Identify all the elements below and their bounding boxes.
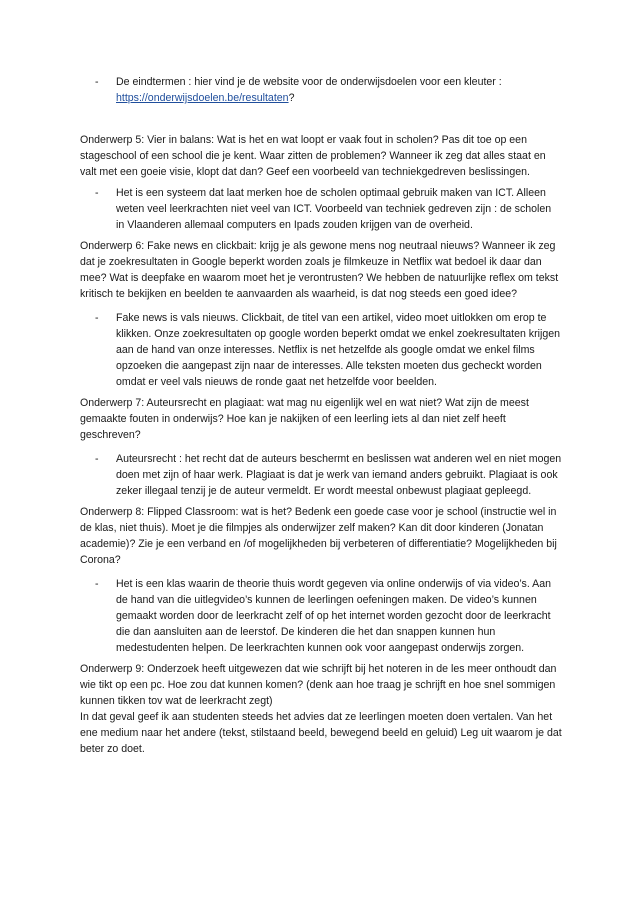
list-item-answer-5 <box>80 185 562 233</box>
paragraph-onderwerp-9-continued: In dat geval geef ik aan studenten steeds het advies dat ze leerlingen moeten doen vertalen. Van het ene medium naar het andere (tekst, stilstaand beeld, bewegend beeld en geluid) Leg uit waarom je dat beter zo doet. <box>80 711 562 755</box>
list-item-answer-8 <box>80 576 562 656</box>
list-item-answer-7 <box>80 451 562 499</box>
paragraph-onderwerp-5: Onderwerp 5: Vier in balans: Wat is het en wat loopt er vaak fout in scholen? Pas dit toe op een stageschool of een school die je kent. Waar zitten de problemen? Wanneer ik zeg dat alles staat en valt met een goeie visie, klopt dat dan? Geef een voorbeeld van techniekgedreven beslissingen. <box>80 134 546 178</box>
bullet-text: De eindtermen : hier vind je de website voor de onderwijsdoelen voor een kleuter : <box>116 76 502 88</box>
paragraph-onderwerp-9: Onderwerp 9: Onderzoek heeft uitgewezen dat wie schrijft bij het noteren in de les meer onthoudt dan wie tikt op een pc. Hoe zou dat kunnen komen? (denk aan hoe traag je schrijft en hoe snel sommigen kunnen tikken tov wat de leerkracht zegt) <box>80 663 557 707</box>
paragraph-onderwerp-6: Onderwerp 6: Fake news en clickbait: krijg je als gewone mens nog neutraal nieuws? Wanneer ik zeg dat je zoekresultaten in Google beperkt worden zoals je filmkeuze in Netflix wat bedoel ik daar dan mee? Wat is deepfake en waarom moet het je verontrusten? We hebben de natuurlijke reflex om tekst kritisch te bekijken en beelden te aanvaarden als waarheid, is dat nog steeds een goed idee? <box>80 240 559 300</box>
paragraph-onderwerp-7: Onderwerp 7: Auteursrecht en plagiaat: wat mag nu eigenlijk wel en wat niet? Wat zijn de meest gemaakte fouten in onderwijs? Hoe kan je nakijken of een leerling iets al dan niet zelf heeft geschreven? <box>80 397 529 441</box>
bullet-dash: - <box>95 187 99 199</box>
bullet-dash: - <box>95 76 99 88</box>
list-item-answer-6 <box>80 310 562 390</box>
bullet-text-end: ? <box>288 92 295 104</box>
bullet-text: Auteursrecht : het recht dat de auteurs beschermt en beslissen wat anderen wel en niet mogen doen met zijn of haar werk. Plagiaat is dat je werk van iemand anders gebruikt. Plagiaat is ook zeker illegaal tenzij je de auteur vermeldt. Er wordt meestal onbewust plagiaat gepleegd. <box>116 453 562 497</box>
bullet-dash: - <box>95 578 99 590</box>
bullet-text: Het is een klas waarin de theorie thuis wordt gegeven via online onderwijs of via video’s. Aan de hand van die uitlegvideo’s kunnen de leerlingen oefeningen maken. De video’s kunnen gemaakt worden door de leerkracht zelf of op het internet worden gezocht door de leerkracht die dan aansluiten aan de leerstof. De kinderen die het dan snappen kunnen hun medestudenten helpen. De leerkrachten kunnen ook voor aangepast onderwijs zorgen. <box>116 578 551 654</box>
bullet-text: Het is een systeem dat laat merken hoe de scholen optimaal gebruik maken van ICT. Alleen weten veel leerkrachten niet veel van ICT. Voorbeeld van techniek gedreven zijn : de scholen in Vlaanderen allemaal computers en Ipads zouden krijgen van de overheid. <box>116 187 552 231</box>
bullet-dash: - <box>95 312 99 324</box>
document-body <box>80 74 562 757</box>
onderwijsdoelen-link[interactable]: https://onderwijsdoelen.be/resultaten <box>116 92 289 104</box>
paragraph-onderwerp-8: Onderwerp 8: Flipped Classroom: wat is het? Bedenk een goede case voor je school (instructie wel in de klas, niet thuis). Moet je die filmpjes als onderwijzer zelf maken? Kan dit door kinderen (Jonatan academie)? Zie je een verband en /of mogelijkheden bij verbeteren of differentiatie? Mogelijkheden bij Corona? <box>80 506 557 566</box>
bullet-text: Fake news is vals nieuws. Clickbait, de titel van een artikel, video moet uitlokken om erop te klikken. Onze zoekresultaten op google worden beperkt omdat we enkel zoekresultaten krijgen aan de hand van onze interesses. Netflix is net hetzelfde als google omdat we enkel films opzoeken die aangepast zijn naar de interesses. Alle teksten moeten dus gecheckt worden omdat er veel vals nieuws de ronde gaat net hetzelfde voor beelden. <box>116 312 561 388</box>
list-item-eindtermen <box>80 74 562 106</box>
bullet-dash: - <box>95 453 99 465</box>
